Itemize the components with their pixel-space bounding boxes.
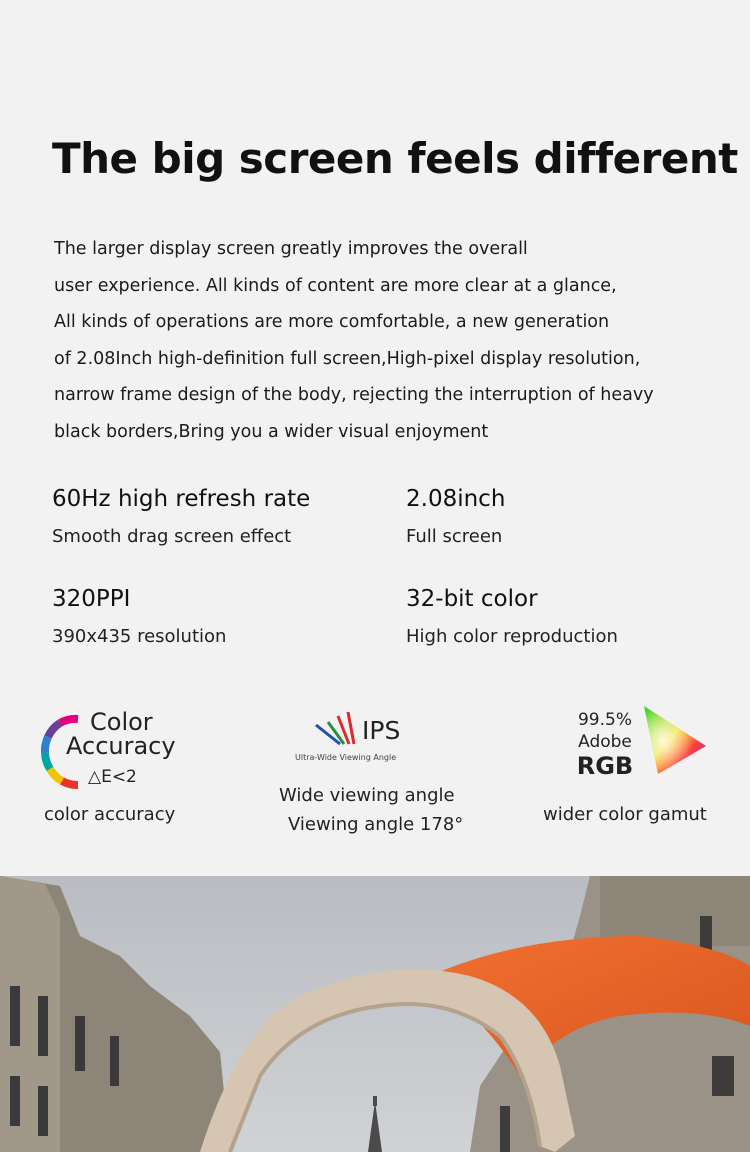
description: [54, 233, 714, 453]
spec-subtitle: Smooth drag screen effect: [52, 526, 292, 547]
description-line: The larger display screen greatly improves the overall: [54, 239, 528, 259]
spec-subtitle: 390x435 resolution: [52, 626, 227, 647]
spec-subtitle: Full screen: [406, 526, 503, 547]
spec-title: 320PPI: [52, 586, 131, 612]
color-accuracy-badge: [40, 705, 200, 795]
delta-e-value: △E<2: [88, 767, 137, 787]
spec-title: 32-bit color: [406, 586, 538, 612]
ips-sublabel: Ultra-Wide Viewing Angle: [295, 753, 397, 762]
description-line: user experience. All kinds of content are more clear at a glance,: [54, 275, 617, 296]
ips-caption-line1: Wide viewing angle: [279, 785, 455, 806]
rgb-label: RGB: [576, 752, 634, 780]
ips-label: IPS: [362, 716, 401, 745]
color-accuracy-line2: Accuracy: [66, 732, 176, 760]
rgb-standard: Adobe: [578, 732, 632, 752]
rgb-badge: [570, 702, 720, 782]
rgb-percent: 99.5%: [577, 710, 632, 730]
ips-lines-icon: [290, 708, 360, 748]
product-photo: [0, 876, 750, 1152]
rgb-caption: wider color gamut: [543, 804, 707, 825]
description-line: of 2.08Inch high-definition full screen,High-pixel display resolution,: [54, 348, 641, 369]
city-watch-scene: [0, 876, 750, 1152]
color-accuracy-caption: color accuracy: [44, 804, 176, 825]
description-line: black borders,Bring you a wider visual enjoyment: [54, 421, 489, 442]
description-line: All kinds of operations are more comfortable, a new generation: [54, 312, 610, 333]
ips-caption-line2: Viewing angle 178°: [288, 814, 464, 835]
spec-title: 60Hz high refresh rate: [52, 486, 311, 512]
headline: The big screen feels different: [52, 134, 738, 183]
spec-subtitle: High color reproduction: [406, 626, 618, 647]
spec-title: 2.08inch: [406, 486, 506, 512]
description-line: narrow frame design of the body, rejecting the interruption of heavy: [54, 385, 654, 406]
rgb-triangle-icon: [640, 702, 710, 778]
spec-refresh-rate: [52, 486, 310, 547]
spec-screen-size: [406, 486, 505, 547]
spec-ppi: [52, 586, 226, 647]
spec-color-depth: [406, 586, 618, 647]
ips-badge: [290, 708, 430, 770]
color-accuracy-line1: Color: [90, 708, 153, 736]
